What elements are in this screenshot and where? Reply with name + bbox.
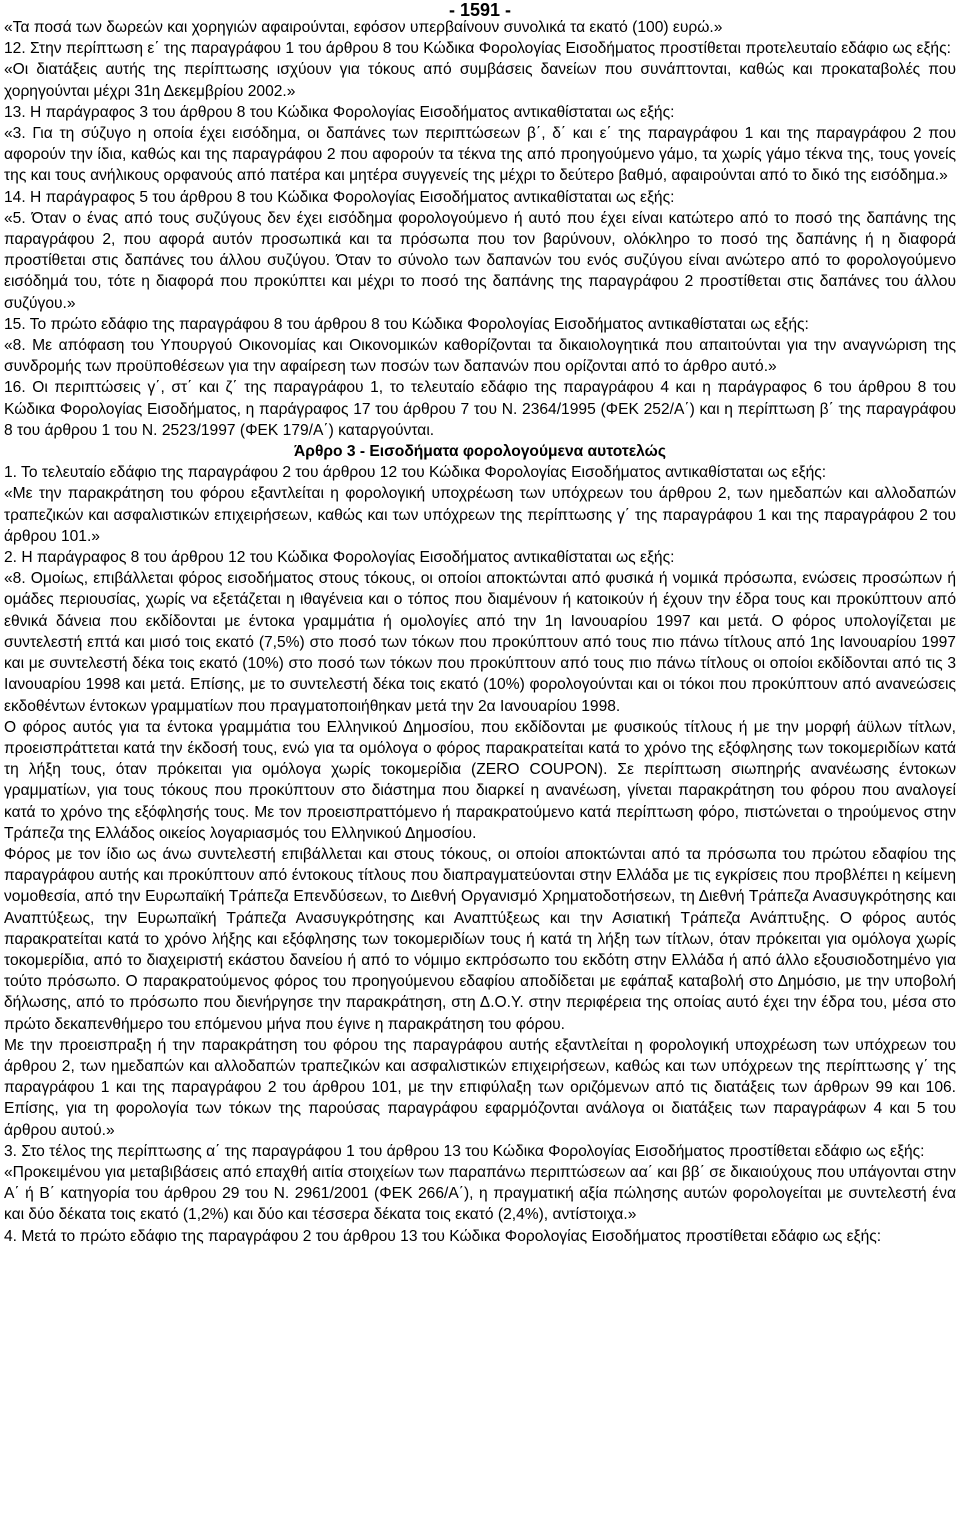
paragraph: «Προκειμένου για μεταβιβάσεις από επαχθή αιτία στοιχείων των παραπάνω περιπτώσεων αα΄ και ββ΄ σε δικαιούχους που υπάγονται στην Α΄ ή Β΄ κατηγορία του άρθρου 29 του Ν. 2961/2001 (ΦΕΚ 266/Α΄), η πραγματική αξία πώλησης αυτών φορολογείται με συντελεστή ένα και δύο δέκατα τοις εκατό (1,2%) και δύο και τέσσερα δέκατα τοις εκατό (2,4%), αντίστοιχα.» bbox=[4, 1163, 956, 1224]
paragraph: «5. Όταν ο ένας από τους συζύγους δεν έχει εισόδημα φορολογούμενο ή αυτό που έχει είναι κατώτερο από το ποσό της δαπάνης της παραγράφου 2, που αφορά αυτόν προσωπικά και τα πρόσωπα που τον βαρύνουν, ολόκληρο το ποσό της δαπάνης ή η διαφορά προστίθεται στις δαπάνες του άλλου συζύγου. Όταν το σύνολο των δαπανών του ενός συζύγου είναι ανώτερο από το φορολογούμενο εισόδημά του, τότε η διαφορά που προκύπτει και μέχρι το ποσό της δαπάνης της παραγράφου 2 προστίθεται στις δαπάνες του άλλου συζύγου.» bbox=[4, 209, 956, 312]
paragraph: 15. Το πρώτο εδάφιο της παραγράφου 8 του άρθρου 8 του Κώδικα Φορολογίας Εισοδήματος αντικαθίσταται ως εξής: bbox=[4, 315, 809, 333]
page-number: - 1591 - bbox=[448, 0, 512, 20]
paragraph: «Με την παρακράτηση του φόρου εξαντλείται η φορολογική υποχρέωση των υπόχρεων του άρθρου 2, των ημεδαπών και αλλοδαπών τραπεζικών και ασφαλιστικών επιχειρήσεων, καθώς και των υπόχρεων της περίπτωσης γ΄ της παραγράφου 1 και της παραγράφου 2 του άρθρου 101.» bbox=[4, 485, 956, 545]
paragraph: Ο φόρος αυτός για τα έντοκα γραμμάτια του Ελληνικού Δημοσίου, που εκδίδονται με φυσικούς τίτλους ή με την μορφή άϋλων τίτλων, προεισπράττεται κατά την έκδοσή τους, ενώ για τα ομόλογα ο φόρος παρακρατείται κατά το χρόνο της εξόφλησης των τοκομεριδίων κατά τη λήξη τους, όταν πρόκειται για ομόλογα χωρίς τοκομερίδια (ZERO COUPON). Σε περίπτωση σιωπηρής ανανέωσης έντοκων γραμματίων, για τους τόκους που προκύπτουν στο διάστημα που διαρκεί η ανανέωση, γίνεται παρακράτηση του φόρου που αναλογεί κατά το χρόνο της εξόφλησής τους. Με τον προεισπραττόμενο ή παρακρατούμενο κατά περίπτωση φόρο, πιστώνεται ο τηρούμενος στην Τράπεζα της Ελλάδος οικείος λογαριασμός του Ελληνικού Δημοσίου. bbox=[4, 718, 956, 842]
paragraph: «8. Ομοίως, επιβάλλεται φόρος εισοδήματος στους τόκους, οι οποίοι αποκτώνται από φυσικά ή νομικά πρόσωπα, ενώσεις προσώπων ή ομάδες περιουσίας, χωρίς να εξετάζεται η ιθαγένεια και ο τόπος που διαμένουν ή κατοικούν ή έχουν την έδρα τους και προκύπτουν από εθνικά δάνεια που εκδίδονται με έντοκα γραμμάτια ή ομολογίες από την 1η Ιανουαρίου 1997 και μετά. Ο φόρος υπολογίζεται με συντελεστή επτά και μισό τοις εκατό (7,5%) στο ποσό των τόκων που προκύπτουν από τους πιο πάνω τίτλους από 1ης Ιανουαρίου 1997 και με συντελεστή δέκα τοις εκατό (10%) στο ποσό των τόκων που προκύπτουν από τους πιο πάνω τίτλους οι οποίοι εκδίδονται από τις 3 Ιανουαρίου 1998 και μετά. Επίσης, με το συντελεστή δέκα τοις εκατό (10%) φορολογούνται και οι τόκοι που προκύπτουν από ανανεώσεις εκδοθέντων έντοκων γραμματίων που πραγματοποιήθηκαν μετά την 2α Ιανουαρίου 1998. bbox=[4, 570, 956, 715]
paragraph: «3. Για τη σύζυγο η οποία έχει εισόδημα, οι δαπάνες των περιπτώσεων β΄, δ΄ και ε΄ της παραγράφου 1 και της παραγράφου 2 που αφορούν την ίδια, καθώς και της παραγράφου 2 που αφορούν τα τέκνα της από προηγούμενο γάμο, τα χωρίς γάμο τέκνα της, τους γονείς της και τους ανήλικους ορφανούς από πατέρα και μητέρα συγγενείς της μέχρι το δεύτερο βαθμό, αφαιρούνται από το δικό της εισόδημα.» bbox=[4, 125, 956, 185]
paragraph: Φόρος με τον ίδιο ως άνω συντελεστή επιβάλλεται και στους τόκους, οι οποίοι αποκτώνται από τα πρόσωπα του πρώτου εδαφίου της παραγράφου αυτής και προκύπτουν από έντοκους τίτλους που διαπραγματεύονται στην Ελλάδα με τις εγκρίσεις που προβλέπει η κείμενη νομοθεσία, από την Ευρωπαϊκή Τράπεζα Επενδύσεων, το Διεθνή Οργανισμό Χρηματοδοτήσεων, τη Διεθνή Τράπεζα Ανασυγκρότησης και Αναπτύξεως, την Ευρωπαϊκή Τράπεζα Ανασυγκρότησης και Αναπτύξεως και την Ασιατική Τράπεζα Ανάπτυξης. Ο φόρος αυτός παρακρατείται κατά το χρόνο λήξης και εξόφλησης των τοκομεριδίων τους ή κατά τη λήξη των τίτλων, όταν πρόκειται για ομόλογα χωρίς τοκομερίδια, από το διαχειριστή εκάστου δανείου ή από το νόμιμο εκπρόσωπο του εκδότη στην Ελλάδα ή από άλλο εξουσιοδοτημένο για τούτο πρόσωπο. Ο παρακρατούμενος φόρος του προηγούμενου εδαφίου αποδίδεται με εφάπαξ καταβολή στο Δημόσιο, με την υποβολή δήλωσης, από το πρόσωπο που διενήργησε την παρακράτηση, στη Δ.Ο.Υ. στην περιφέρεια της οποίας αυτό έχει την έδρα του, μέσα στο πρώτο δεκαπενθήμερο του επόμενου μήνα που έγινε η παρακράτηση του φόρου. bbox=[4, 845, 956, 1033]
paragraph: Με την προεισπραξη ή την παρακράτηση του φόρου της παραγράφου αυτής εξαντλείται η φορολογική υποχρέωση των υπόχρεων του άρθρου 2, των ημεδαπών και αλλοδαπών τραπεζικών και ασφαλιστικών επιχειρήσεων, καθώς και των υπόχρεων της περίπτωσης γ΄ της παραγράφου 1 και της παραγράφου 2 του άρθρου 101, με την επιφύλαξη των οριζόμενων από τις διατάξεις των άρθρων 99 και 106. Επίσης, για τη φορολογία των τόκων της παρούσας παραγράφου εφαρμόζονται ανάλογα οι διατάξεις των παραγράφων 4 και 5 του άρθρου αυτού.» bbox=[4, 1036, 956, 1139]
paragraph: 4. Μετά το πρώτο εδάφιο της παραγράφου 2 του άρθρου 13 του Κώδικα Φορολογίας Εισοδήματος προστίθεται εδάφιο ως εξής: bbox=[4, 1227, 882, 1245]
paragraph: 2. Η παράγραφος 8 του άρθρου 12 του Κώδικα Φορολογίας Εισοδήματος αντικαθίσταται ως εξής: bbox=[4, 549, 675, 567]
paragraph: «Οι διατάξεις αυτής της περίπτωσης ισχύουν για τόκους από συμβάσεις δανείων που συνάπτονται, καθώς και προκαταβολές που χορηγούνται μέχρι 31η Δεκεμβρίου 2002.» bbox=[4, 61, 956, 100]
document-body bbox=[4, 17, 956, 1247]
paragraph: 14. Η παράγραφος 5 του άρθρου 8 του Κώδικα Φορολογίας Εισοδήματος αντικαθίσταται ως εξής: bbox=[4, 188, 675, 206]
paragraph: «Τα ποσά των δωρεών και χορηγιών αφαιρούνται, εφόσον υπερβαίνουν συνολικά τα εκατό (100) ευρώ.» bbox=[4, 19, 723, 36]
paragraph: «8. Με απόφαση του Υπουργού Οικονομίας και Οικονομικών καθορίζονται τα δικαιολογητικά που απαιτούνται για την αναγνώριση της συνδρομής των προϋποθέσεων για την αφαίρεση των ποσών των δαπανών που ορίζονται από το άρθρο αυτό.» bbox=[4, 337, 956, 376]
paragraph: 1. Το τελευταίο εδάφιο της παραγράφου 2 του άρθρου 12 του Κώδικα Φορολογίας Εισοδήματος αντικαθίσταται ως εξής: bbox=[4, 464, 827, 482]
article-heading: Άρθρο 3 - Εισοδήματα φορολογούμενα αυτοτελώς bbox=[294, 443, 666, 461]
paragraph: 16. Οι περιπτώσεις γ΄, στ΄ και ζ΄ της παραγράφου 1, το τελευταίο εδάφιο της παραγράφου 4 και η παράγραφος 6 του άρθρου 8 του Κώδικα Φορολογίας Εισοδήματος, η παράγραφος 17 του άρθρου 7 του Ν. 2364/1995 (ΦΕΚ 252/Α΄) και η περίπτωση β΄ της παραγράφου 8 του άρθρου 1 του Ν. 2523/1997 (ΦΕΚ 179/Α΄) καταργούνται. bbox=[4, 379, 956, 439]
paragraph: 13. Η παράγραφος 3 του άρθρου 8 του Κώδικα Φορολογίας Εισοδήματος αντικαθίσταται ως εξής: bbox=[4, 103, 675, 121]
paragraph: 12. Στην περίπτωση ε΄ της παραγράφου 1 του άρθρου 8 του Κώδικα Φορολογίας Εισοδήματος προστίθεται προτελευταίο εδάφιο ως εξής: bbox=[4, 40, 951, 58]
paragraph: 3. Στο τέλος της περίπτωσης α΄ της παραγράφου 1 του άρθρου 13 του Κώδικα Φορολογίας Εισοδήματος προστίθεται εδάφιο ως εξής: bbox=[4, 1142, 925, 1160]
